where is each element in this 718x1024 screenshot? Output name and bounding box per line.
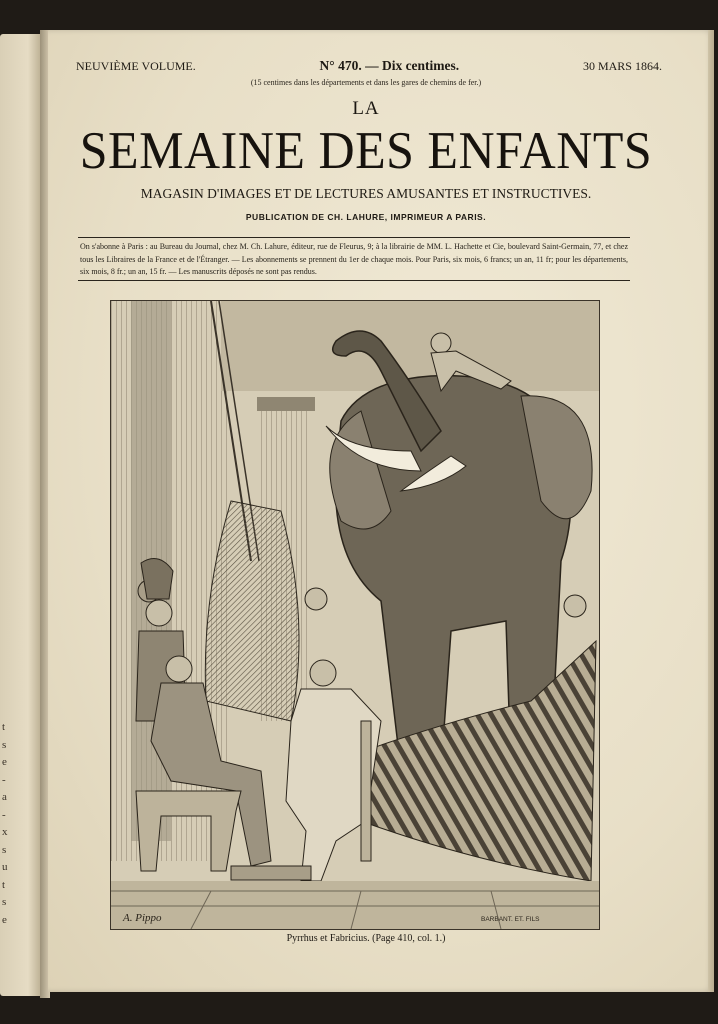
facing-page-char: - xyxy=(2,773,6,786)
issue-header xyxy=(76,58,662,74)
publisher-line: PUBLICATION DE CH. LAHURE, IMPRIMEUR A PARIS. xyxy=(245,212,487,222)
price-note: (15 centimes dans les départements et dans les gares de chemins de fer.) xyxy=(250,78,482,87)
facing-page-char: - xyxy=(2,808,6,821)
facing-page-char: u xyxy=(2,861,8,873)
facing-page-char: a xyxy=(2,791,7,803)
top-rule xyxy=(78,237,630,238)
facing-page-char: t xyxy=(2,878,6,891)
facing-page-char: e xyxy=(2,756,7,768)
issue-date: 30 MARS 1864. xyxy=(582,59,662,73)
masthead-tagline: MAGASIN D'IMAGES ET DE LECTURES AMUSANTES ET INSTRUCTIVES. xyxy=(140,186,592,201)
facing-page-char: t xyxy=(2,721,6,733)
facing-page-char: s xyxy=(2,843,7,856)
masthead-title: SEMAINE DES ENFANTS xyxy=(79,120,653,180)
issue-number: N° 470. — Dix centimes. xyxy=(319,58,460,73)
facing-page-char: s xyxy=(2,896,7,908)
facing-page-char: e xyxy=(2,913,7,926)
subscription-notice: On s'abonne à Paris : au Bureau du Journal, chez M. Ch. Lahure, éditeur, rue de Fleurus, 9; à la librairie de MM. L. Hachette et Cie, boulevard Saint-Germain, 77, et chez tous les Libraires de la France et de l'Étranger. — Les abonnements se prennent du 1er de chaque mois. Pour Paris, six mois, 6 francs; un an, 11 fr; pour les départements, six mois, 8 fr.; un an, 15 fr. — Les manuscrits déposés ne sont pas rendus. xyxy=(80,242,628,276)
facing-page-edge xyxy=(0,34,40,996)
newspaper-page xyxy=(48,30,714,992)
facing-page-char: s xyxy=(2,738,7,751)
engraving-illustration xyxy=(110,300,600,930)
artist-signature: A. Pippo xyxy=(123,912,162,924)
engraver-signature: BARBANT. ET. FILS xyxy=(481,916,540,923)
illustration-caption: Pyrrhus et Fabricius. (Page 410, col. 1.) xyxy=(286,933,446,944)
bottom-rule xyxy=(78,280,630,281)
facing-page-char: x xyxy=(2,826,8,838)
page-edge xyxy=(708,30,714,992)
facing-page-text-fragments xyxy=(2,719,16,929)
masthead-article: LA xyxy=(352,98,380,119)
volume-label: NEUVIÈME VOLUME. xyxy=(76,59,196,73)
